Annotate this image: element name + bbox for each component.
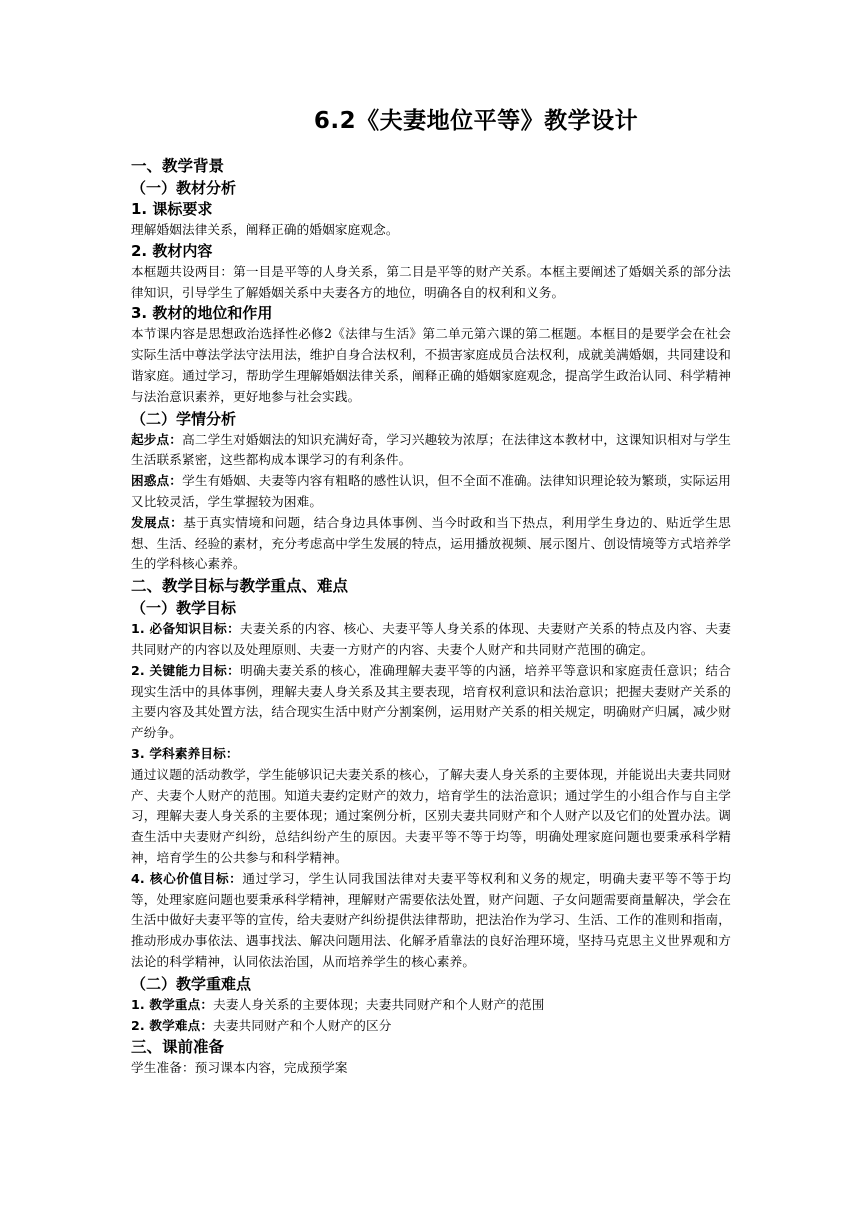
- label-goal-knowledge: 1. 必备知识目标：: [131, 621, 241, 637]
- paragraph-textbook-content: 本框题共设两目：第一目是平等的人身关系，第二目是平等的财产关系。本框主要阐述了婚姻关系的部分法律知识，引导学生了解婚姻关系中夫妻各方的地位，明确各自的权利和义务。: [131, 263, 731, 300]
- item-heading-textbook-content: 2. 教材内容: [131, 241, 213, 260]
- subsection-heading-textbook-analysis: （一）教材分析: [131, 179, 237, 197]
- paragraph-confusion-point: [131, 471, 731, 513]
- label-starting-point: 起步点：: [131, 431, 183, 447]
- paragraph-goal-ability: [131, 661, 731, 744]
- text-goal-knowledge: 夫妻关系的内容、核心、夫妻平等人身关系的体现、夫妻财产关系的特点及内容、夫妻共同财产的内容以及处理原则、夫妻一方财产的内容、夫妻个人财产和共同财产范围的确定。: [131, 621, 732, 657]
- paragraph-goal-literacy-label: [131, 744, 731, 765]
- section-heading-goals: 二、教学目标与教学重点、难点: [131, 577, 349, 596]
- document-title: 6.2《夫妻地位平等》教学设计: [313, 108, 639, 134]
- paragraph-development-point: [131, 513, 731, 575]
- text-confusion-point: 学生有婚姻、夫妻等内容有粗略的感性认识，但不全面不准确。法律知识理论较为繁琐，实际运用又比较灵活，学生掌握较为困难。: [131, 473, 732, 509]
- text-starting-point: 高二学生对婚姻法的知识充满好奇，学习兴趣较为浓厚；在法律这本教材中，这课知识相对与学生生活联系紧密，这些都构成本课学习的有利条件。: [131, 431, 732, 468]
- item-heading-textbook-role: 3. 教材的地位和作用: [131, 304, 273, 323]
- section-heading-preparation: 三、课前准备: [131, 1038, 225, 1057]
- paragraph-difficult-point: [131, 1016, 731, 1037]
- label-goal-values: 4. 核心价值目标：: [131, 870, 243, 886]
- paragraph-goal-values: [131, 869, 731, 973]
- text-goal-values: 通过学习，学生认同我国法律对夫妻平等权利和义务的规定，明确夫妻平等不等于均等，处理家庭问题也要秉承科学精神，理解财产需要依法处置，财产问题、子女问题需要商量解决，学会在生活中做好夫妻平等的宣传，给夫妻财产纠纷提供法律帮助，把法治作为学习、生活、工作的准则和指南，推动形成办事依法、遇事找法、解决问题用法、化解矛盾靠法的良好治理环境，坚持马克思主义世界观和方法论的科学精神，认同依法治国，从而培养学生的核心素养。: [131, 870, 731, 969]
- text-difficult-point: 夫妻共同财产和个人财产的区分: [213, 1017, 392, 1033]
- label-goal-ability: 2. 关键能力目标：: [131, 662, 241, 678]
- subsection-heading-student-analysis: （二）学情分析: [131, 409, 237, 428]
- text-goal-ability: 明确夫妻关系的核心，准确理解夫妻平等的内涵，培养平等意识和家庭责任意识；结合现实生活中的具体事例，理解夫妻人身关系及其主要表现，培育权利意识和法治意识；把握夫妻财产关系的主要内容及其处置方法，结合现实生活中财产分割案例，运用财产关系的相关规定，明确财产归属，减少财产纷争。: [131, 662, 732, 741]
- subsection-heading-teaching-goals: （一）教学目标: [131, 599, 237, 618]
- label-development-point: 发展点：: [131, 514, 184, 530]
- paragraph-starting-point: [131, 430, 731, 472]
- paragraph-textbook-role: 本节课内容是思想政治选择性必修2《法律与生活》第二单元第六课的第二框题。本框目的是要学会在社会实际生活中尊法学法守法用法，维护自身合法权利，不损害家庭成员合法权利，成就美满婚姻，共同建设和谐家庭。通过学习，帮助学生理解婚姻法律关系，阐释正确的婚姻家庭观念，提高学生政治认同、科学精神与法治意识素养，更好地参与社会实践。: [131, 326, 731, 404]
- paragraph-preparation: 学生准备：预习课本内容，完成预学案: [131, 1060, 348, 1076]
- label-key-point: 1. 教学重点：: [131, 996, 214, 1012]
- subsection-heading-key-points: （二）教学重难点: [131, 974, 252, 993]
- paragraph-goal-knowledge: [131, 619, 731, 661]
- paragraph-curriculum-requirement: 理解婚姻法律关系，阐释正确的婚姻家庭观念。: [131, 222, 399, 237]
- section-heading-background: 一、教学背景: [131, 157, 225, 175]
- label-difficult-point: 2. 教学难点：: [131, 1017, 214, 1033]
- text-development-point: 基于真实情境和问题，结合身边具体事例、当今时政和当下热点，利用学生身边的、贴近学生思想、生活、经验的素材，充分考虑高中学生发展的特点，运用播放视频、展示图片、创设情境等方式培养学生的学科核心素养。: [131, 514, 731, 572]
- label-confusion-point: 困惑点：: [131, 473, 183, 489]
- paragraph-goal-literacy: 通过议题的活动教学，学生能够识记夫妻关系的核心，了解夫妻人身关系的主要体现，并能说出夫妻共同财产、夫妻个人财产的范围。知道夫妻约定财产的效力，培育学生的法治意识；通过学生的小组合作与自主学习，理解夫妻人身关系的主要体现；通过案例分析，区别夫妻共同财产和个人财产以及它们的处置办法。调查生活中夫妻财产纠纷，总结纠纷产生的原因。夫妻平等不等于均等，明确处理家庭问题也要秉承科学精神，培育学生的公共参与和科学精神。: [131, 766, 731, 865]
- paragraph-key-point: [131, 995, 731, 1016]
- item-heading-curriculum-requirement: 1. 课标要求: [131, 200, 213, 218]
- document-page: [131, 100, 731, 1079]
- text-key-point: 夫妻人身关系的主要体现；夫妻共同财产和个人财产的范围: [213, 996, 545, 1012]
- label-goal-literacy: 3. 学科素养目标：: [131, 745, 239, 761]
